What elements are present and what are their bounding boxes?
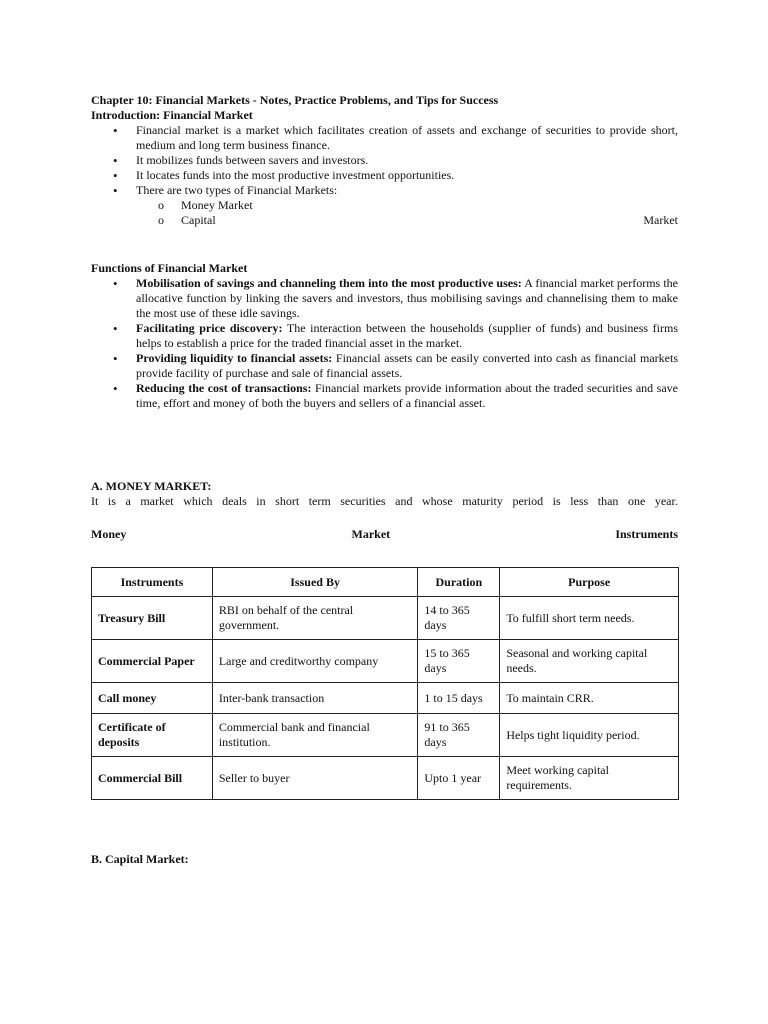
table-row (92, 757, 679, 800)
cell-issued-by: Inter-bank transaction (212, 683, 418, 714)
function-lead: Facilitating price discovery: (136, 321, 283, 335)
table-header-row (92, 568, 679, 597)
table-row (92, 714, 679, 757)
money-market-definition (91, 494, 678, 509)
column-header-instruments: Instruments (92, 568, 213, 597)
definition-word: less (570, 494, 589, 508)
definition-word: whose (422, 494, 453, 508)
cell-instrument: Treasury Bill (92, 597, 213, 640)
functions-heading: Functions of Financial Market (91, 261, 248, 275)
function-text: Financial markets provide information about the traded securities and save time, effort and money of both the buyers and sellers of a financial asset. (136, 381, 678, 410)
function-lead: Reducing the cost of transactions: (136, 381, 312, 395)
instruments-heading-word: Market (351, 527, 391, 541)
function-item (91, 321, 678, 351)
cell-issued-by: Large and creditworthy company (212, 640, 418, 683)
definition-word: and (395, 494, 413, 508)
cell-instrument: Certificate of deposits (92, 714, 213, 757)
definition-word: which (183, 494, 213, 508)
functions-list (91, 276, 678, 411)
cell-duration: 1 to 15 days (418, 683, 500, 714)
table-row (92, 597, 679, 640)
document-page (91, 93, 678, 867)
column-header-purpose: Purpose (500, 568, 679, 597)
function-text: The interaction between the households (supplier of funds) and business firms helps to establish a price for the traded financial asset in the market. (136, 321, 679, 350)
cell-issued-by: Commercial bank and financial institution. (212, 714, 418, 757)
cell-duration: 91 to 365 days (418, 714, 500, 757)
function-item (91, 276, 678, 321)
cell-purpose: To fulfill short term needs. (500, 597, 679, 640)
intro-bullet: • It mobilizes funds between savers and investors. (91, 153, 678, 168)
cell-instrument: Commercial Bill (92, 757, 213, 800)
definition-word: is (552, 494, 561, 508)
instruments-heading-word: Instruments (615, 527, 678, 541)
definition-word: is (107, 494, 116, 508)
definition-word: year. (654, 494, 678, 508)
function-lead: Providing liquidity to financial assets: (136, 351, 333, 365)
definition-word: in (256, 494, 266, 508)
definition-word: maturity (462, 494, 503, 508)
market-types-list (91, 198, 678, 228)
market-type-word: Market (643, 213, 678, 227)
column-header-duration: Duration (418, 568, 500, 597)
function-item (91, 381, 678, 411)
market-type-item: o Money Market (91, 198, 678, 213)
cell-purpose: Meet working capital requirements. (500, 757, 679, 800)
instruments-heading (91, 527, 678, 542)
intro-bullet: • It locates funds into the most productive investment opportunities. (91, 168, 678, 183)
definition-word: short (275, 494, 300, 508)
intro-bullet: • There are two types of Financial Markets: (91, 183, 678, 198)
cell-instrument: Call money (92, 683, 213, 714)
function-item (91, 351, 678, 381)
cell-issued-by: Seller to buyer (212, 757, 418, 800)
definition-word: It (91, 494, 99, 508)
capital-market-heading: B. Capital Market: (91, 852, 189, 866)
cell-instrument: Commercial Paper (92, 640, 213, 683)
definition-word: period (512, 494, 544, 508)
document-title: Chapter 10: Financial Markets - Notes, Practice Problems, and Tips for Success (91, 93, 499, 107)
cell-issued-by: RBI on behalf of the central government. (212, 597, 418, 640)
function-text: A financial market performs the allocative function by linking the savers and investors, thus mobilising savings and channelising them to make the most use of these idle savings. (136, 276, 678, 320)
table-row (92, 640, 679, 683)
definition-word: deals (222, 494, 247, 508)
cell-duration: 14 to 365 days (418, 597, 500, 640)
instruments-heading-word: Money (91, 527, 127, 541)
market-type-item (91, 213, 678, 228)
money-market-heading: A. MONEY MARKET: (91, 479, 212, 493)
money-market-instruments-table (91, 567, 679, 800)
definition-word: a (125, 494, 131, 508)
table-row (92, 683, 679, 714)
cell-purpose: Seasonal and working capital needs. (500, 640, 679, 683)
intro-bullet-list (91, 123, 678, 198)
intro-bullet: • Financial market is a market which facilitates creation of assets and exchange of securities to provide short, medium and long term business finance. (91, 123, 678, 153)
intro-heading: Introduction: Financial Market (91, 108, 253, 122)
market-type-word: o Capital (181, 213, 216, 227)
definition-word: securities (340, 494, 386, 508)
cell-purpose: Helps tight liquidity period. (500, 714, 679, 757)
column-header-issued-by: Issued By (212, 568, 418, 597)
cell-purpose: To maintain CRR. (500, 683, 679, 714)
definition-word: market (140, 494, 174, 508)
definition-word: term (308, 494, 331, 508)
cell-duration: Upto 1 year (418, 757, 500, 800)
function-lead: Mobilisation of savings and channeling them into the most productive uses: (136, 276, 522, 290)
definition-word: one (627, 494, 646, 508)
definition-word: than (597, 494, 619, 508)
function-text: Financial assets can be easily converted into cash as financial markets provide facility of purchase and sale of financial assets. (136, 351, 678, 380)
cell-duration: 15 to 365 days (418, 640, 500, 683)
